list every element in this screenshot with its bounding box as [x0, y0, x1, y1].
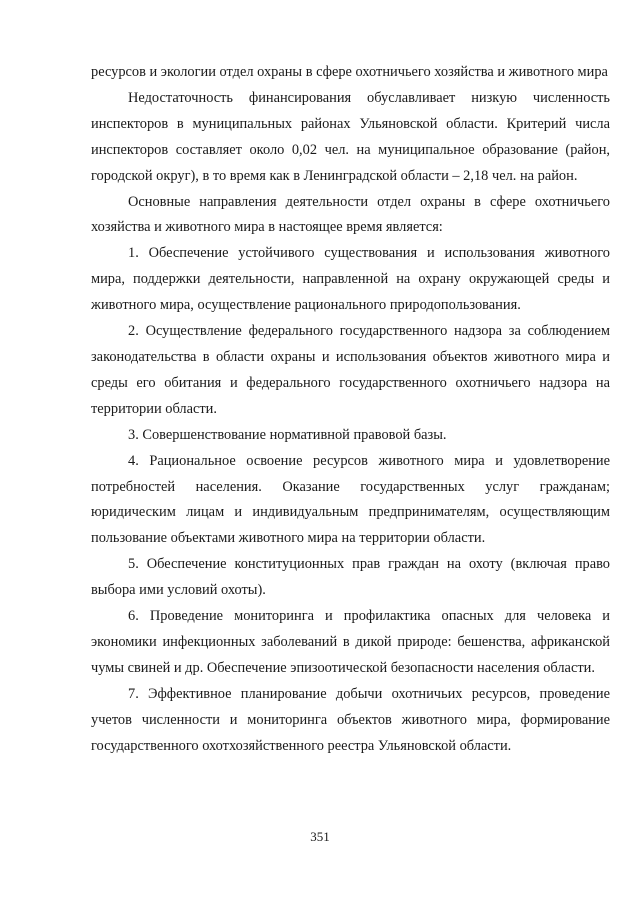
- list-item-6: 6. Проведение мониторинга и профилактика опасных для человека и экономики инфекционных заболеваний в дикой природе: бешенства, африканской чумы свиней и др. Обеспечение эпизоотической безопасности населения области.: [91, 608, 610, 676]
- list-item-1: 1. Обеспечение устойчивого существования и использования животного мира, поддержки деятельности, направленной на охрану окружающей среды и животного мира, осуществление рационального природопользования.: [91, 245, 610, 314]
- list-item-3: 3. Совершенствование нормативной правовой базы.: [128, 426, 447, 443]
- paragraph-main-directions: Основные направления деятельности отдел охраны в сфере охотничьего хозяйства и животного мира в настоящее время является:: [91, 193, 610, 236]
- list-item-7: 7. Эффективное планирование добычи охотничьих ресурсов, проведение учетов численности и мониторинга объектов животного мира, формирование государственного охотхозяйственного реестра Ульяновской области.: [91, 685, 610, 754]
- document-body: [91, 60, 610, 759]
- list-item-2: 2. Осуществление федерального государственного надзора за соблюдением законодательства в области охраны и использования объектов животного мира и среды его обитания и федерального государственного охотничьего надзора на территории области.: [91, 323, 610, 417]
- list-item-5: 5. Обеспечение конституционных прав граждан на охоту (включая право выбора ими условий охоты).: [91, 556, 610, 599]
- paragraph-continuation: ресурсов и экологии отдел охраны в сфере охотничьего хозяйства и животного мира: [91, 64, 608, 80]
- list-item-4: 4. Рациональное освоение ресурсов животного мира и удовлетворение потребностей населения. Оказание государственных услуг гражданам; юридическим лицам и индивидуальным предпринимателям, осуществляющим пользование объектами животного мира на территории области.: [91, 452, 610, 547]
- page-number: 351: [310, 829, 330, 844]
- paragraph-funding: Недостаточность финансирования обуславливает низкую численность инспекторов в муниципальных районах Ульяновской области. Критерий числа инспекторов составляет около 0,02 чел. на муниципальное образование (район, городской округ), в то время как в Ленинградской области – 2,18 чел. на район.: [91, 89, 610, 184]
